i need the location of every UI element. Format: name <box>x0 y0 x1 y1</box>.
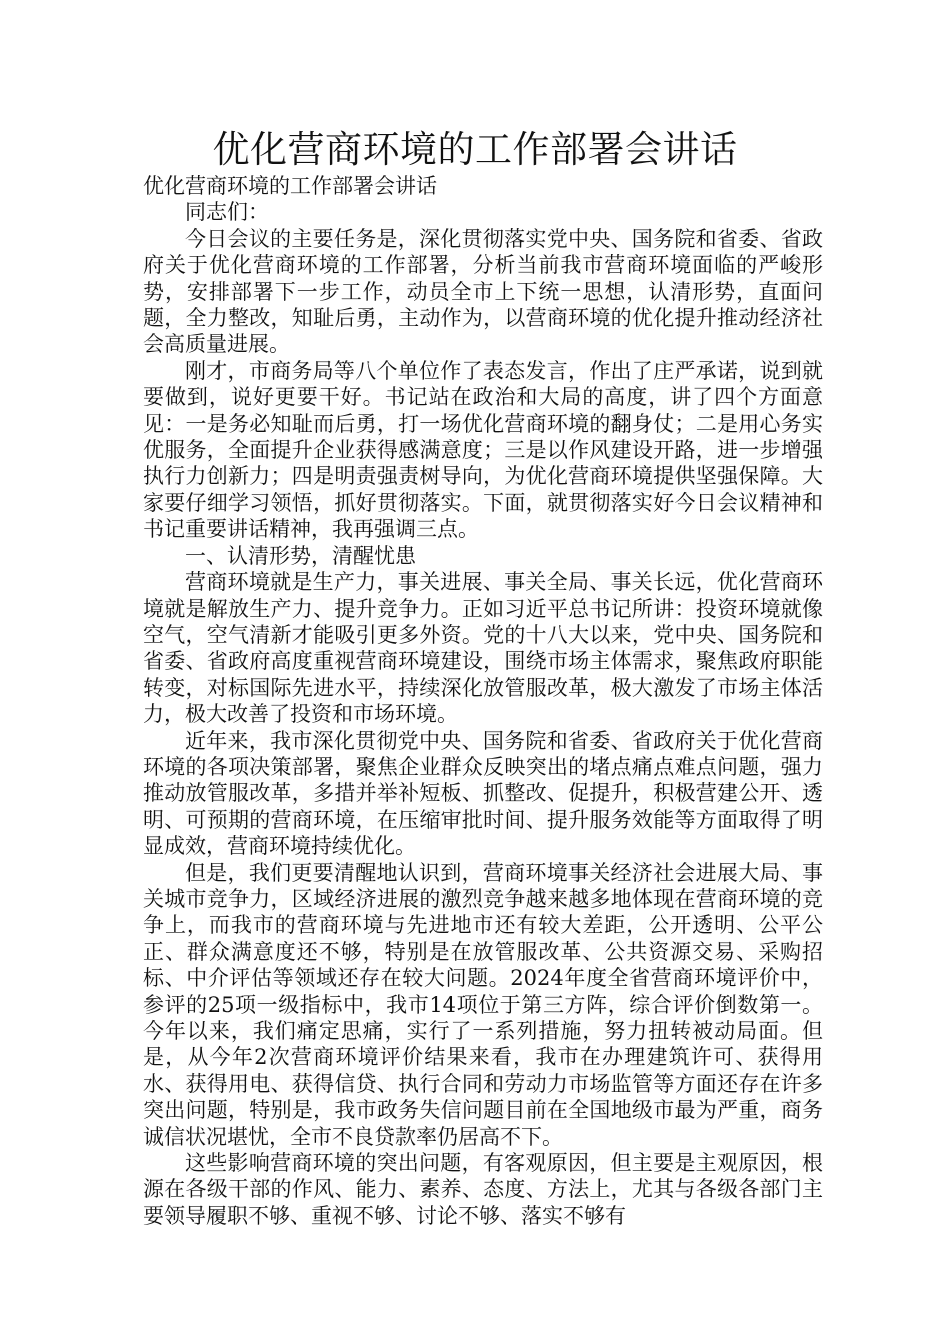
document-body <box>143 173 823 1229</box>
paragraph: 但是，我们更要清醒地认识到，营商环境事关经济社会进展大局、事关城市竞争力，区域经济进展的激烈竞争越来越多地体现在营商环境的竞争上，而我市的营商环境与先进地市还有较大差距，公开透明、公平公正、群众满意度还不够，特别是在放管服改革、公共资源交易、采购招标、中介评估等领域还存在较大问题。2024年度全省营商环境评价中，参评的25项一级指标中，我市14项位于第三方阵，综合评价倒数第一。今年以来，我们痛定思痛，实行了一系列措施，努力扭转被动局面。但是，从今年2次营商环境评价结果来看，我市在办理建筑许可、获得用水、获得用电、获得信贷、执行合同和劳动力市场监管等方面还存在许多突出问题，特别是，我市政务失信问题目前在全国地级市最为严重，商务诚信状况堪忧，全市不良贷款率仍居高不下。 <box>143 860 823 1149</box>
section-heading: 一、认清形势，清醒忧患 <box>185 543 416 568</box>
paragraph: 近年来，我市深化贯彻党中央、国务院和省委、省政府关于优化营商环境的各项决策部署，聚焦企业群众反映突出的堵点痛点难点问题，强力推动放管服改革，多措并举补短板、抓整改、促提升，积极营建公开、透明、可预期的营商环境，在压缩审批时间、提升服务效能等方面取得了明显成效，营商环境持续优化。 <box>143 728 823 859</box>
paragraph: 这些影响营商环境的突出问题，有客观原因，但主要是主观原因，根源在各级干部的作风、能力、素养、态度、方法上，尤其与各级各部门主要领导履职不够、重视不够、讨论不够、落实不够有 <box>143 1151 823 1228</box>
paragraph: 营商环境就是生产力，事关进展、事关全局、事关长远，优化营商环境就是解放生产力、提升竞争力。正如习近平总书记所讲：投资环境就像空气，空气清新才能吸引更多外资。党的十八大以来，党中央、国务院和省委、省政府高度重视营商环境建设，围绕市场主体需求，聚焦政府职能转变，对标国际先进水平，持续深化放管服改革，极大激发了市场主体活力，极大改善了投资和市场环境。 <box>143 570 823 727</box>
document-title: 优化营商环境的工作部署会讲话 <box>212 128 738 171</box>
document-subtitle: 优化营商环境的工作部署会讲话 <box>143 174 437 198</box>
salutation: 同志们： <box>185 200 269 225</box>
paragraph: 今日会议的主要任务是，深化贯彻落实党中央、国务院和省委、省政府关于优化营商环境的工作部署，分析当前我市营商环境面临的严峻形势，安排部署下一步工作，动员全市上下统一思想，认清形势，直面问题，全力整改，知耻后勇，主动作为，以营商环境的优化提升推动经济社会高质量进展。 <box>143 226 823 357</box>
paragraph: 刚才，市商务局等八个单位作了表态发言，作出了庄严承诺，说到就要做到，说好更要干好。书记站在政治和大局的高度，讲了四个方面意见：一是务必知耻而后勇，打一场优化营商环境的翻身仗；二是用心务实优服务，全面提升企业获得感满意度；三是以作风建设开路，进一步增强执行力创新力；四是明责强责树导向，为优化营商环境提供坚强保障。大家要仔细学习领悟，抓好贯彻落实。下面，就贯彻落实好今日会议精神和书记重要讲话精神，我再强调三点。 <box>143 358 823 542</box>
